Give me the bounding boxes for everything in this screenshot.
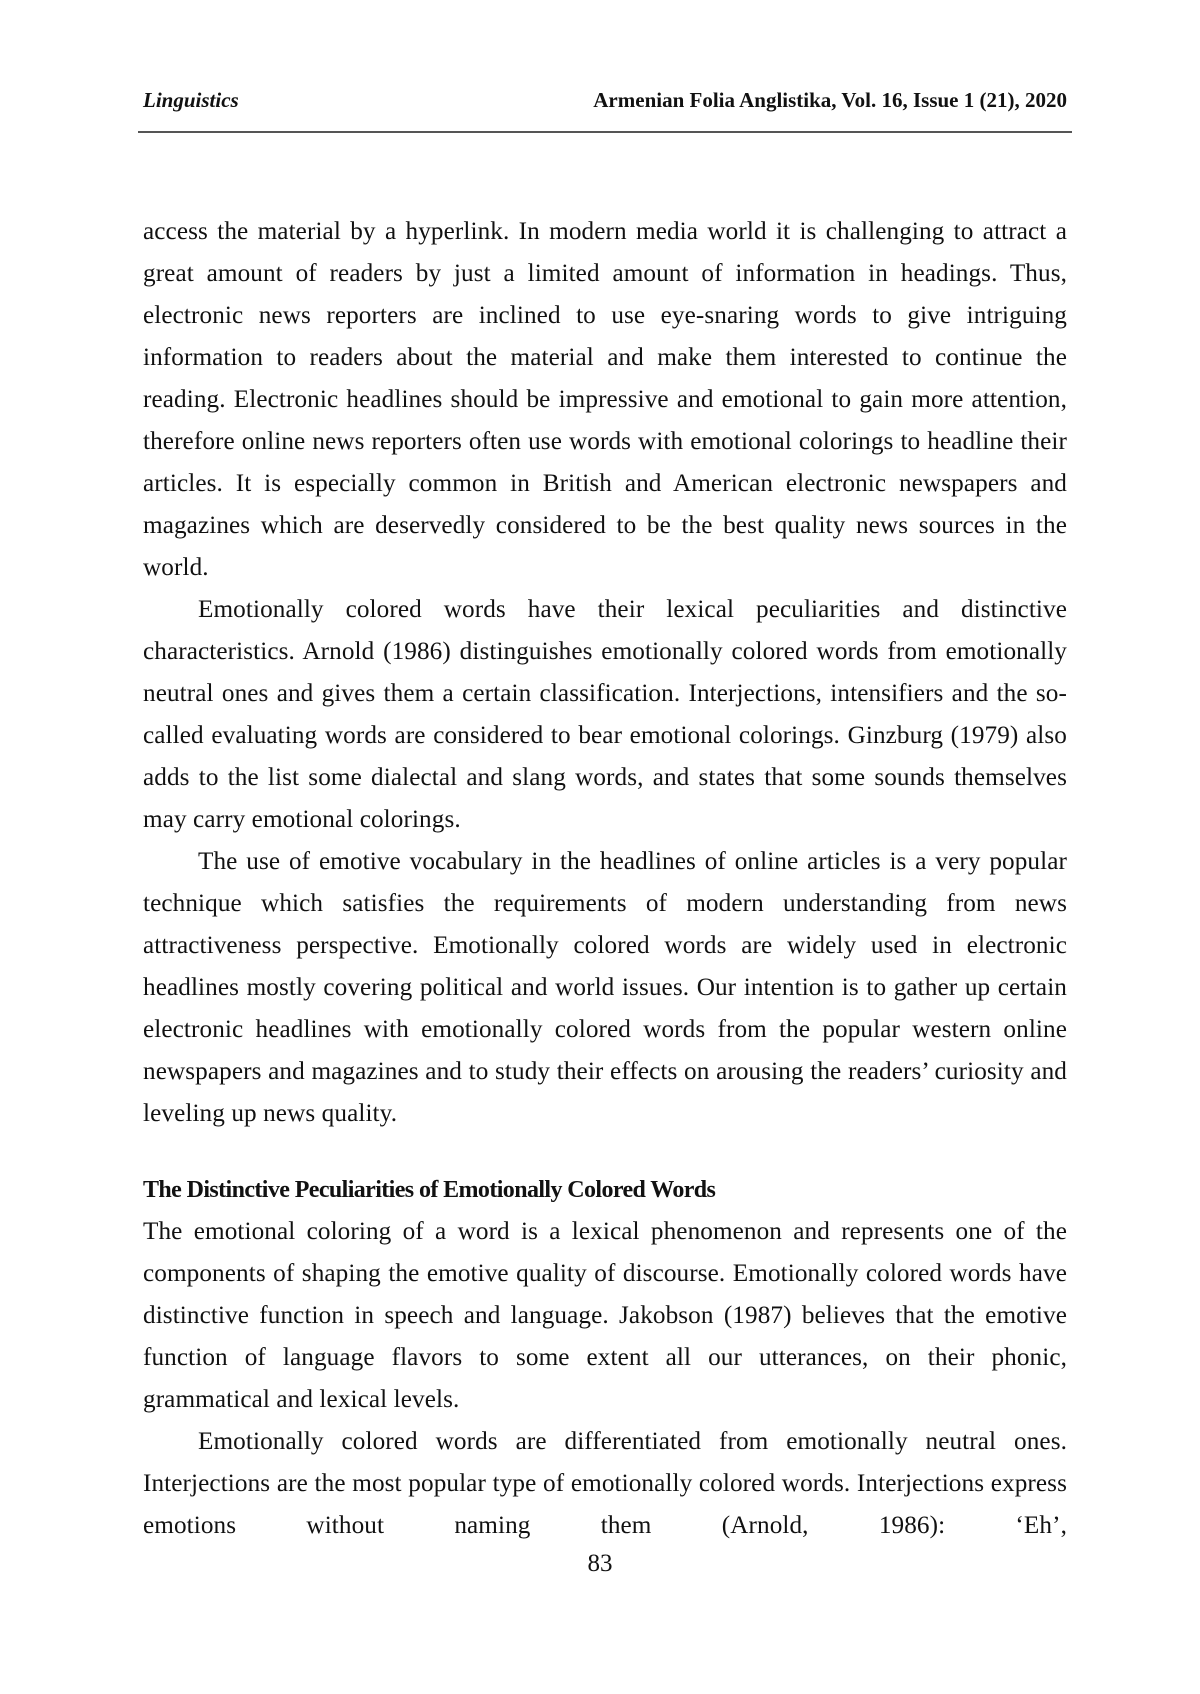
body-paragraph: The use of emotive vocabulary in the headlines of online articles is a very popular technique which satisfies the requirements of modern understanding from news attractiveness perspective. Emotionally colored words are widely used in electronic headlines mostly covering political and world issues. Our intention is to gather up certain electronic headlines with emotionally colored words from the popular western online newspapers and magazines and to study their effects on arousing the readers’ curiosity and leveling up news quality. — [143, 848, 1067, 1127]
page-number: 83 — [587, 1550, 613, 1577]
running-header — [143, 88, 1067, 118]
section-heading: The Distinctive Peculiarities of Emotionally Colored Words — [143, 1177, 716, 1203]
section-paragraph: The emotional coloring of a word is a lexical phenomenon and represents one of the components of shaping the emotive quality of discourse. Emotionally colored words have distinctive function in speech and language. Jakobson (1987) believes that the emotive function of language flavors to some extent all our utterances, on their phonic, grammatical and lexical levels. — [143, 1218, 1067, 1413]
body-paragraph: access the material by a hyperlink. In modern media world it is challenging to attract a great amount of readers by just a limited amount of information in headings. Thus, electronic news reporters are inclined to use eye-snaring words to give intriguing information to readers about the material and make them interested to continue the reading. Electronic headlines should be impressive and emotional to gain more attention, therefore online news reporters often use words with emotional colorings to headline their articles. It is especially common in British and American electronic newspapers and magazines which are deservedly considered to be the best quality news sources in the world. — [143, 218, 1067, 581]
header-section-label: Linguistics — [143, 88, 239, 112]
header-divider — [138, 131, 1072, 133]
header-journal-citation: Armenian Folia Anglistika, Vol. 16, Issue 1 (21), 2020 — [593, 88, 1067, 112]
article-body — [143, 211, 1067, 1547]
section-paragraph: Emotionally colored words are differentiated from emotionally neutral ones. Interjections are the most popular type of emotionally colored words. Interjections express emotions without naming them (Arnold, 1986): ‘Eh’, — [143, 1428, 1067, 1539]
body-paragraph: Emotionally colored words have their lexical peculiarities and distinctive characteristics. Arnold (1986) distinguishes emotionally colored words from emotionally neutral ones and gives them a certain classification. Interjections, intensifiers and the so-called evaluating words are considered to bear emotional colorings. Ginzburg (1979) also adds to the list some dialectal and slang words, and states that some sounds themselves may carry emotional colorings. — [143, 596, 1067, 833]
